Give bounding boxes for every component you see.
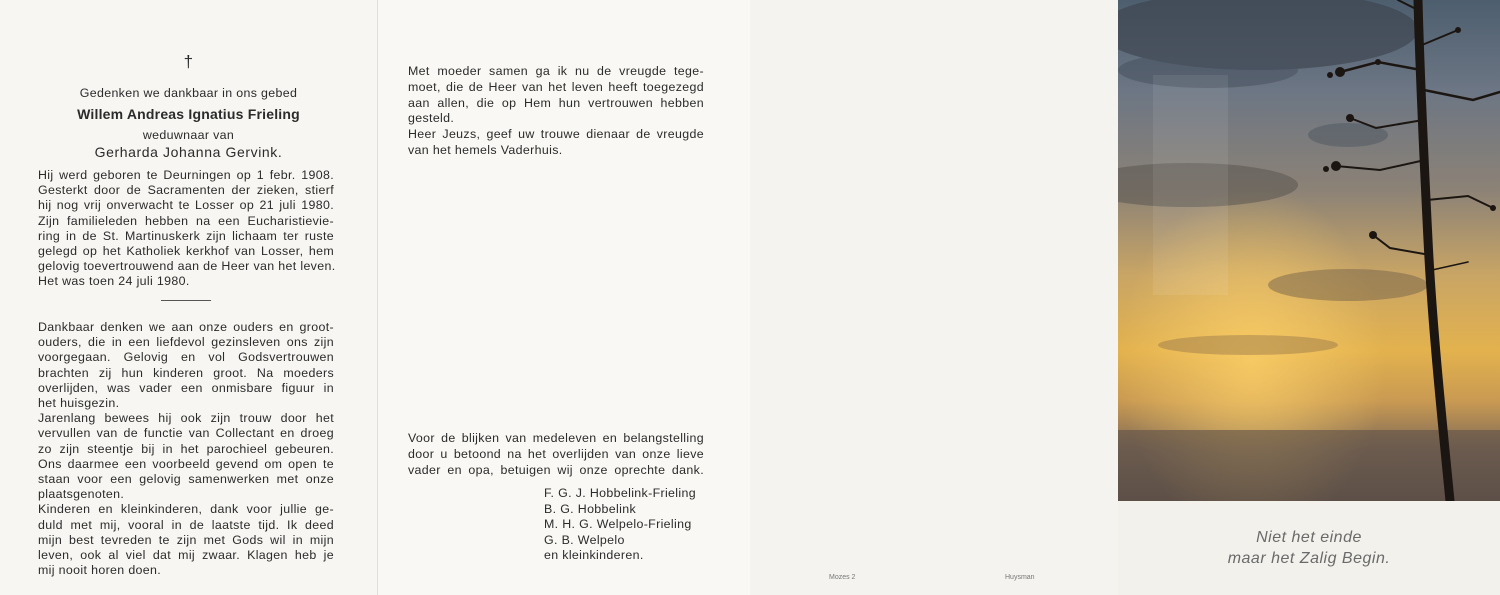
text-line: Jarenlang bewees hij ook zijn trouw door het bbox=[38, 411, 334, 426]
text-line: mij nooit horen doen. bbox=[38, 563, 162, 578]
text-line: Ons daarmee een voorbeeld gevend om open te bbox=[38, 456, 334, 471]
card-panel-photo bbox=[1118, 0, 1500, 595]
text-line: leven, ook al viel dat mij zwaar. Klagen heb je bbox=[38, 548, 334, 562]
text-line: duld met mij, vooral in de laatste tijd. Ik deed bbox=[38, 517, 334, 532]
text-line: plaatsgenoten. bbox=[38, 487, 125, 502]
card-panel-prayer bbox=[378, 0, 750, 595]
text-line: vervullen van de functie van Collectant en droeg bbox=[38, 426, 334, 441]
text-line: van het hemels Vaderhuis. bbox=[408, 143, 563, 157]
text-line: hij nog vrij onverwacht te Losser op 21 juli 1980. bbox=[38, 198, 334, 213]
caption-line-1: Niet het einde bbox=[1256, 529, 1362, 546]
caption-line-2: maar het Zalig Begin. bbox=[1227, 550, 1391, 567]
spouse-name: Gerharda Johanna Gervink. bbox=[94, 144, 283, 160]
cross-icon: † bbox=[183, 52, 194, 71]
text-line: overlijden, was vader een onmisbare figuur in bbox=[38, 380, 334, 395]
opening-line: Gedenken we dankbaar in ons gebed bbox=[79, 86, 298, 100]
text-line: Voor de blijken van medeleven en belangstelling bbox=[408, 431, 704, 445]
text-line: Kinderen en kleinkinderen, dank voor jullie ge- bbox=[38, 502, 334, 517]
text-line: Hij werd geboren te Deurningen op 1 febr. 1908. bbox=[38, 168, 334, 182]
sunset-tree-photo bbox=[1118, 0, 1500, 501]
text-line: zo zijn steentje bij in het parochieel gebeuren. bbox=[38, 441, 334, 456]
text-line: gelovig toevertrouwend aan de Heer van het leven. bbox=[38, 259, 336, 274]
printer-name: Huysman bbox=[1005, 574, 1035, 581]
text-line: Met moeder samen ga ik nu de vreugde tege- bbox=[408, 64, 704, 78]
text-line: het huisgezin. bbox=[38, 396, 120, 410]
text-line: Zijn familieleden hebben na een Eucharistievie- bbox=[38, 213, 334, 228]
text-line: mijn best tevreden te zijn met Gods wil in mijn bbox=[38, 532, 334, 547]
text-line: M. H. G. Welpelo-Frieling bbox=[544, 517, 692, 532]
text-line: brachten zij hun kinderen groot. Na moeders bbox=[38, 365, 334, 380]
text-line: voorgegaan. Gelovig en vol Godsvertrouwen bbox=[38, 350, 334, 365]
text-line: ring in de St. Martinuskerk zijn lichaam ter ruste bbox=[38, 228, 334, 243]
text-line: Het was toen 24 juli 1980. bbox=[38, 274, 190, 289]
text-line: ouders, die in een liefdevol gezinsleven ons zijn bbox=[38, 335, 334, 350]
card-panel-obituary bbox=[0, 0, 378, 595]
card-panel-blank bbox=[750, 0, 1118, 595]
text-line: moet, die de Heer van het leven heeft toegezegd bbox=[408, 79, 704, 94]
text-line: staan voor een gelovig samenwerken met onze bbox=[38, 472, 334, 486]
widower-label: weduwnaar van bbox=[142, 128, 235, 142]
text-line: vader en opa, betuigen wij onze oprechte dank. bbox=[408, 462, 704, 477]
text-line: B. G. Hobbelink bbox=[544, 501, 637, 516]
deceased-name: Willem Andreas Ignatius Frieling bbox=[77, 106, 300, 122]
text-line: gesteld. bbox=[408, 111, 455, 126]
text-line: G. B. Welpelo bbox=[544, 532, 625, 547]
print-code: Mozes 2 bbox=[829, 574, 856, 581]
text-line: door u betoond na het overlijden van onze lieve bbox=[408, 446, 704, 461]
text-line: Gesterkt door de Sacramenten der zieken, stierf bbox=[38, 183, 334, 198]
text-line: Heer Jeuzs, geef uw trouwe dienaar de vreugde bbox=[408, 127, 704, 142]
text-line: en kleinkinderen. bbox=[544, 548, 644, 563]
text-line: Dankbaar denken we aan onze ouders en groot- bbox=[38, 320, 334, 334]
divider bbox=[161, 300, 211, 301]
text-line: gelegd op het Katholiek kerkhof van Losser, hem bbox=[38, 244, 334, 258]
text-line: aan allen, die op Hem hun vertrouwen hebben bbox=[408, 95, 704, 110]
text-line: F. G. J. Hobbelink-Frieling bbox=[544, 486, 696, 500]
